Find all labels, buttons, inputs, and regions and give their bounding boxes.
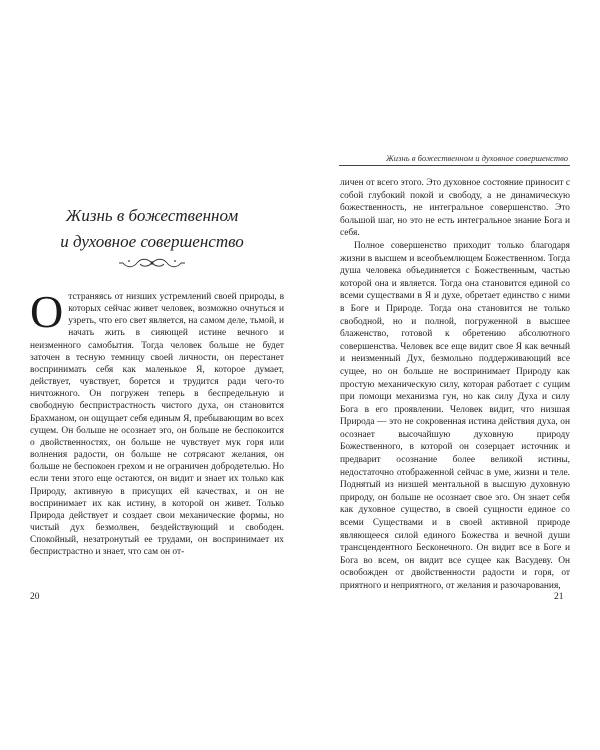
chapter-title bbox=[28, 203, 276, 255]
right-paragraph-2: Полное совершенство приходит только благодаря жизни в высшем и всеобъемлющем Божественном. Тогда душа человека объединяется с Божественным, частью которой она и является. Тогда она становится единой со всеми существами в Я и духе, обретает единство с ними в Боге и Природе. Тогда она становится не только свободной, но и полной, погруженной в высшее блаженство, готовой к обретению абсолютного совершенства. Человек все еще видит свое Я как вечный и неизменный Дух, безмольно поддерживающий все сущее, но он больше не воспринимает Природу как простую механическую силу, которая работает с сущим при помощи механизма гун, но как силу Духа и силу Бога в его проявлении. Человек видит, что низшая Природа — это не сокровенная истина действия духа, он осознает высочайшую духовную природу Божественного, в которой он созерцает источник и предварит осознание более великой истины, недостаточно отображенной сейчас в уме, жизни и теле. Поднятый из низшей ментальной в высшую духовную природу, он больше не осознает свое эго. Он знает себя как духовное существо, в своей сущности единое со всеми Существами и в своей активной природе являющееся силой единого Божества и вечной души трансцендентного Бесконечного. Он видит все в Боге и Бога во всем, он видит все сущее как Васудеву. Он освобожден от двойственности радости и горя, от приятного и неприятного, от желания и разочарования, bbox=[340, 240, 570, 591]
running-head: Жизнь в божественном и духовное совершенство bbox=[385, 153, 568, 163]
left-body-text bbox=[30, 286, 284, 558]
page-number-left: 20 bbox=[30, 592, 40, 602]
chapter-title-line-2: и духовное совершенство bbox=[60, 232, 244, 251]
right-body-text bbox=[340, 177, 570, 593]
right-paragraph-1: личен от всего этого. Это духовное состояние приносит с собой глубокий покой и свободу, а не динамическую божественность, не интегральное совершенство. Это большой шаг, но это не есть интегральное знание Бога и себя. bbox=[340, 178, 570, 239]
drop-cap: О bbox=[30, 286, 64, 337]
chapter-title-line-1: Жизнь в божественном bbox=[65, 206, 239, 225]
running-head-rule bbox=[339, 165, 570, 166]
page-number-right: 21 bbox=[554, 592, 564, 602]
ornament-icon bbox=[117, 256, 187, 270]
left-paragraph: тстраняясь от низших устремлений своей природы, в которых сейчас живет человек, возможно очнуться и узреть, что его свет является, на самом деле, тьмой, и начать жить в сияющей истине вечного и неизменного самобытия. Тогда человек больше не будет заточен в тесную темницу своей личности, он перестанет воспринимать себя как маленькое Я, которое думает, действует, чувствует, борется и трудится ради чего-то ничтожного. Он погружен теперь в беспредельную и свободную беспристрастность чистого духа, он становится Брахманом, он ощущает себя единым Я, пребывающим во всех сущем. Он больше не осознает эго, он больше не беспокоится о двойственностях, он больше не чувствует мук горя или волнения радости, он больше не сотрясают желания, он больше не беспокоен грехом и не ограничен добродетелью. Но если тени этого еще остаются, он видит и знает их только как Природу, активную в присущих ей качествах, и он не воспринимает их как истину, в которой он живет. Только Природа действует и создает свои механические формы, но чистый дух безмолвен, бездействующий и свободен. Спокойный, незатронутый ее трудами, он воспринимает их беспристрастно и знает, что сам он от- bbox=[30, 292, 284, 558]
